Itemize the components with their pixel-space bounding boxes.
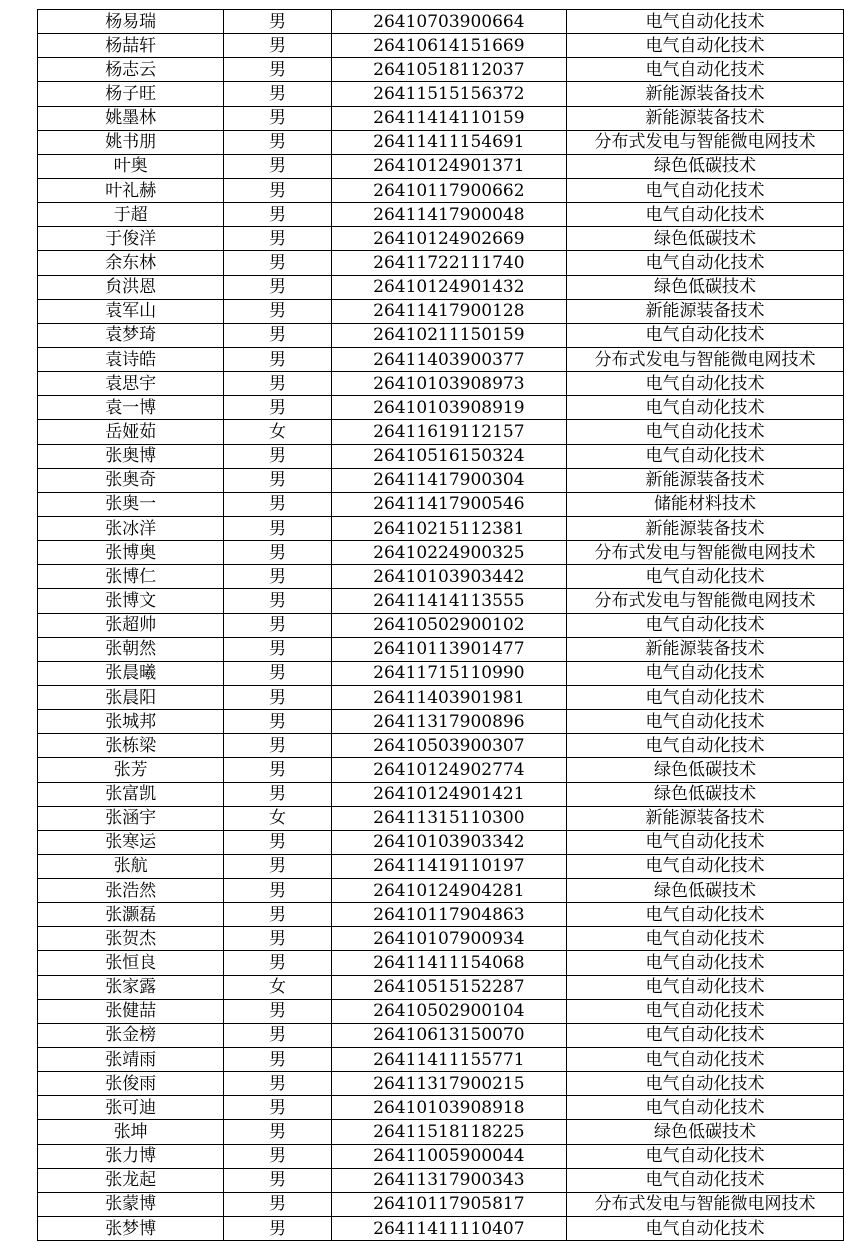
student-name-cell: 余东林 [38,251,224,275]
exam-id-cell: 26411722111740 [331,251,566,275]
exam-id-cell: 26410502900102 [331,613,566,637]
exam-id-cell: 26411411110407 [331,1217,566,1241]
gender-cell: 男 [224,1023,331,1047]
student-name-cell: 张浩然 [38,879,224,903]
gender-cell: 男 [224,1168,331,1192]
table-row [38,710,844,734]
major-cell: 绿色低碳技术 [567,782,844,806]
student-name-cell: 贠洪恩 [38,275,224,299]
student-name-cell: 杨子旺 [38,82,224,106]
major-cell: 绿色低碳技术 [567,227,844,251]
gender-cell: 男 [224,492,331,516]
gender-cell: 男 [224,999,331,1023]
major-cell: 绿色低碳技术 [567,275,844,299]
gender-cell: 女 [224,975,331,999]
exam-id-cell: 26410518112037 [331,58,566,82]
table-row [38,1217,844,1241]
major-cell: 电气自动化技术 [567,951,844,975]
exam-id-cell: 26410613150070 [331,1023,566,1047]
gender-cell: 男 [224,565,331,589]
gender-cell: 男 [224,1072,331,1096]
student-name-cell: 张力博 [38,1144,224,1168]
student-name-cell: 张寒运 [38,830,224,854]
student-name-cell: 杨志云 [38,58,224,82]
student-name-cell: 张奥一 [38,492,224,516]
exam-id-cell: 26410117900662 [331,178,566,202]
student-name-cell: 张富凯 [38,782,224,806]
table-row [38,251,844,275]
exam-id-cell: 26410516150324 [331,444,566,468]
exam-id-cell: 26411414113555 [331,589,566,613]
table-row [38,1072,844,1096]
student-name-cell: 张俊雨 [38,1072,224,1096]
student-name-cell: 张龙起 [38,1168,224,1192]
student-name-cell: 张梦博 [38,1217,224,1241]
table-row [38,782,844,806]
gender-cell: 男 [224,782,331,806]
table-row [38,420,844,444]
exam-id-cell: 26411417900048 [331,203,566,227]
student-name-cell: 张晨阳 [38,685,224,709]
major-cell: 分布式发电与智能微电网技术 [567,541,844,565]
student-name-cell: 张奥博 [38,444,224,468]
student-name-cell: 张朝然 [38,637,224,661]
student-name-cell: 叶礼赫 [38,178,224,202]
major-cell: 电气自动化技术 [567,178,844,202]
table-row [38,637,844,661]
exam-id-cell: 26410515152287 [331,975,566,999]
major-cell: 绿色低碳技术 [567,758,844,782]
table-row [38,299,844,323]
exam-id-cell: 26410113901477 [331,637,566,661]
student-name-cell: 姚书朋 [38,130,224,154]
exam-id-cell: 26410211150159 [331,323,566,347]
student-name-cell: 叶奥 [38,154,224,178]
gender-cell: 男 [224,275,331,299]
table-row [38,999,844,1023]
table-row [38,879,844,903]
table-row [38,82,844,106]
student-name-cell: 杨喆轩 [38,34,224,58]
table-row [38,1023,844,1047]
table-row [38,541,844,565]
major-cell: 新能源装备技术 [567,516,844,540]
gender-cell: 男 [224,637,331,661]
major-cell: 电气自动化技术 [567,34,844,58]
exam-id-cell: 26410117905817 [331,1192,566,1216]
student-name-cell: 张贺杰 [38,927,224,951]
exam-id-cell: 26410117904863 [331,903,566,927]
major-cell: 电气自动化技术 [567,420,844,444]
table-row [38,323,844,347]
major-cell: 新能源装备技术 [567,106,844,130]
gender-cell: 男 [224,396,331,420]
major-cell: 电气自动化技术 [567,685,844,709]
exam-id-cell: 26410103908918 [331,1096,566,1120]
exam-id-cell: 26411317900896 [331,710,566,734]
gender-cell: 男 [224,830,331,854]
table-row [38,396,844,420]
gender-cell: 男 [224,10,331,34]
gender-cell: 男 [224,516,331,540]
exam-id-cell: 26410124902669 [331,227,566,251]
table-row [38,951,844,975]
table-row [38,275,844,299]
gender-cell: 男 [224,154,331,178]
student-table-body [38,10,844,1241]
major-cell: 电气自动化技术 [567,1168,844,1192]
gender-cell: 男 [224,927,331,951]
student-name-cell: 张晨曦 [38,661,224,685]
exam-id-cell: 26410103908919 [331,396,566,420]
table-row [38,565,844,589]
exam-id-cell: 26410614151669 [331,34,566,58]
gender-cell: 男 [224,34,331,58]
gender-cell: 男 [224,685,331,709]
major-cell: 电气自动化技术 [567,444,844,468]
major-cell: 电气自动化技术 [567,1023,844,1047]
gender-cell: 男 [224,613,331,637]
table-row [38,106,844,130]
table-row [38,178,844,202]
major-cell: 新能源装备技术 [567,468,844,492]
student-name-cell: 张坤 [38,1120,224,1144]
exam-id-cell: 26411619112157 [331,420,566,444]
gender-cell: 男 [224,1096,331,1120]
table-row [38,927,844,951]
exam-id-cell: 26410103908973 [331,372,566,396]
student-name-cell: 张家露 [38,975,224,999]
exam-id-cell: 26411518118225 [331,1120,566,1144]
student-name-cell: 张金榜 [38,1023,224,1047]
student-name-cell: 张可迪 [38,1096,224,1120]
major-cell: 分布式发电与智能微电网技术 [567,1192,844,1216]
table-row [38,516,844,540]
major-cell: 新能源装备技术 [567,806,844,830]
major-cell: 电气自动化技术 [567,251,844,275]
exam-id-cell: 26411715110990 [331,661,566,685]
student-name-cell: 张冰洋 [38,516,224,540]
table-row [38,806,844,830]
major-cell: 电气自动化技术 [567,565,844,589]
student-name-cell: 袁诗皓 [38,347,224,371]
gender-cell: 男 [224,468,331,492]
exam-id-cell: 26410124901421 [331,782,566,806]
exam-id-cell: 26410103903442 [331,565,566,589]
major-cell: 绿色低碳技术 [567,154,844,178]
student-name-cell: 张恒良 [38,951,224,975]
table-row [38,830,844,854]
gender-cell: 男 [224,734,331,758]
gender-cell: 男 [224,347,331,371]
student-name-cell: 张博文 [38,589,224,613]
gender-cell: 男 [224,203,331,227]
exam-id-cell: 26410103903342 [331,830,566,854]
exam-id-cell: 26411403901981 [331,685,566,709]
gender-cell: 男 [224,710,331,734]
exam-id-cell: 26410215112381 [331,516,566,540]
major-cell: 电气自动化技术 [567,1096,844,1120]
major-cell: 电气自动化技术 [567,372,844,396]
major-cell: 电气自动化技术 [567,396,844,420]
exam-id-cell: 26410124904281 [331,879,566,903]
student-name-cell: 姚墨林 [38,106,224,130]
exam-id-cell: 26411411155771 [331,1048,566,1072]
gender-cell: 男 [224,1192,331,1216]
table-row [38,1144,844,1168]
major-cell: 新能源装备技术 [567,299,844,323]
gender-cell: 男 [224,372,331,396]
student-name-cell: 张航 [38,854,224,878]
major-cell: 电气自动化技术 [567,710,844,734]
major-cell: 电气自动化技术 [567,661,844,685]
table-row [38,444,844,468]
exam-id-cell: 26410124901432 [331,275,566,299]
table-row [38,10,844,34]
exam-id-cell: 26411403900377 [331,347,566,371]
student-name-cell: 张灏磊 [38,903,224,927]
student-name-cell: 张栋梁 [38,734,224,758]
exam-id-cell: 26411417900546 [331,492,566,516]
major-cell: 电气自动化技术 [567,830,844,854]
student-name-cell: 张超帅 [38,613,224,637]
exam-id-cell: 26411515156372 [331,82,566,106]
gender-cell: 男 [224,251,331,275]
gender-cell: 男 [224,1144,331,1168]
gender-cell: 男 [224,227,331,251]
gender-cell: 男 [224,951,331,975]
student-name-cell: 张城邦 [38,710,224,734]
gender-cell: 男 [224,323,331,347]
exam-id-cell: 26411419110197 [331,854,566,878]
gender-cell: 男 [224,589,331,613]
exam-id-cell: 26410503900307 [331,734,566,758]
major-cell: 电气自动化技术 [567,1048,844,1072]
exam-id-cell: 26411315110300 [331,806,566,830]
table-row [38,130,844,154]
major-cell: 电气自动化技术 [567,58,844,82]
major-cell: 分布式发电与智能微电网技术 [567,130,844,154]
table-row [38,758,844,782]
student-name-cell: 张奥奇 [38,468,224,492]
table-row [38,1192,844,1216]
student-table [37,9,844,1241]
table-row [38,154,844,178]
major-cell: 分布式发电与智能微电网技术 [567,347,844,371]
major-cell: 电气自动化技术 [567,927,844,951]
table-row [38,34,844,58]
table-row [38,589,844,613]
student-name-cell: 张蒙博 [38,1192,224,1216]
gender-cell: 女 [224,806,331,830]
gender-cell: 男 [224,854,331,878]
student-name-cell: 张博奥 [38,541,224,565]
table-row [38,372,844,396]
major-cell: 绿色低碳技术 [567,879,844,903]
table-row [38,975,844,999]
exam-id-cell: 26411414110159 [331,106,566,130]
major-cell: 新能源装备技术 [567,82,844,106]
major-cell: 电气自动化技术 [567,1217,844,1241]
student-name-cell: 于超 [38,203,224,227]
exam-id-cell: 26411417900304 [331,468,566,492]
student-name-cell: 张健喆 [38,999,224,1023]
table-row [38,685,844,709]
exam-id-cell: 26411411154691 [331,130,566,154]
student-name-cell: 于俊洋 [38,227,224,251]
gender-cell: 男 [224,130,331,154]
table-row [38,903,844,927]
major-cell: 电气自动化技术 [567,903,844,927]
student-name-cell: 张靖雨 [38,1048,224,1072]
table-row [38,492,844,516]
table-row [38,227,844,251]
student-name-cell: 袁一博 [38,396,224,420]
major-cell: 电气自动化技术 [567,613,844,637]
student-name-cell: 张涵宇 [38,806,224,830]
exam-id-cell: 26411417900128 [331,299,566,323]
table-row [38,734,844,758]
student-name-cell: 张博仁 [38,565,224,589]
table-row [38,613,844,637]
major-cell: 绿色低碳技术 [567,1120,844,1144]
table-row [38,854,844,878]
table-row [38,58,844,82]
exam-id-cell: 26411317900215 [331,1072,566,1096]
major-cell: 电气自动化技术 [567,734,844,758]
gender-cell: 男 [224,1120,331,1144]
exam-id-cell: 26411005900044 [331,1144,566,1168]
major-cell: 电气自动化技术 [567,999,844,1023]
exam-id-cell: 26410703900664 [331,10,566,34]
student-name-cell: 袁思宇 [38,372,224,396]
major-cell: 电气自动化技术 [567,203,844,227]
table-row [38,203,844,227]
major-cell: 电气自动化技术 [567,323,844,347]
gender-cell: 女 [224,420,331,444]
table-row [38,661,844,685]
gender-cell: 男 [224,299,331,323]
student-name-cell: 张芳 [38,758,224,782]
student-name-cell: 杨易瑞 [38,10,224,34]
exam-id-cell: 26410124902774 [331,758,566,782]
exam-id-cell: 26411411154068 [331,951,566,975]
major-cell: 电气自动化技术 [567,854,844,878]
major-cell: 分布式发电与智能微电网技术 [567,589,844,613]
gender-cell: 男 [224,82,331,106]
table-row [38,1048,844,1072]
major-cell: 电气自动化技术 [567,10,844,34]
major-cell: 电气自动化技术 [567,1144,844,1168]
major-cell: 电气自动化技术 [567,975,844,999]
gender-cell: 男 [224,1217,331,1241]
gender-cell: 男 [224,1048,331,1072]
gender-cell: 男 [224,541,331,565]
gender-cell: 男 [224,903,331,927]
exam-id-cell: 26411317900343 [331,1168,566,1192]
table-row [38,1168,844,1192]
gender-cell: 男 [224,58,331,82]
gender-cell: 男 [224,178,331,202]
gender-cell: 男 [224,879,331,903]
table-row [38,347,844,371]
table-row [38,1096,844,1120]
gender-cell: 男 [224,106,331,130]
student-name-cell: 袁梦琦 [38,323,224,347]
major-cell: 储能材料技术 [567,492,844,516]
exam-id-cell: 26410502900104 [331,999,566,1023]
gender-cell: 男 [224,444,331,468]
gender-cell: 男 [224,758,331,782]
exam-id-cell: 26410224900325 [331,541,566,565]
exam-id-cell: 26410124901371 [331,154,566,178]
table-row [38,1120,844,1144]
student-name-cell: 袁军山 [38,299,224,323]
table-row [38,468,844,492]
gender-cell: 男 [224,661,331,685]
major-cell: 新能源装备技术 [567,637,844,661]
exam-id-cell: 26410107900934 [331,927,566,951]
student-name-cell: 岳娅茹 [38,420,224,444]
major-cell: 电气自动化技术 [567,1072,844,1096]
